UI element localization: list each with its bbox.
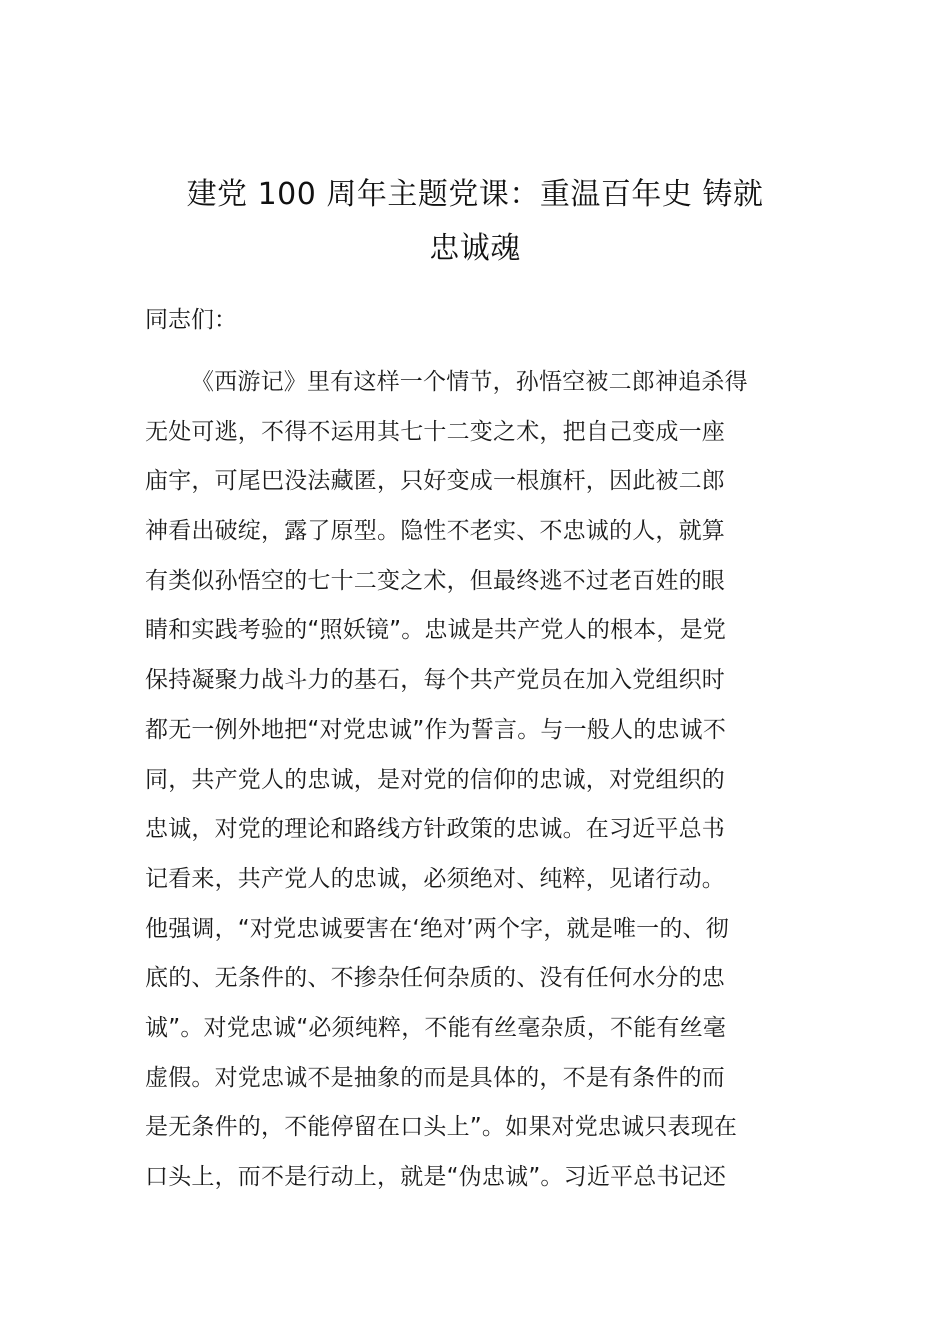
body-line: 忠诚，对党的理论和路线方针政策的忠诚。在习近平总书 <box>145 816 725 843</box>
body-line: 《西游记》里有这样一个情节，孙悟空被二郎神追杀得 <box>191 369 748 395</box>
body-line: 是无条件的，不能停留在口头上”。如果对党忠诚只表现在 <box>145 1114 738 1141</box>
body-line: 神看出破绽，露了原型。隐性不老实、不忠诚的人，就算 <box>145 518 725 545</box>
body-line: 都无一例外地把“对党忠诚”作为誓言。与一般人的忠诚不 <box>145 716 727 743</box>
body-line: 诚”。对党忠诚“必须纯粹，不能有丝毫杂质，不能有丝毫 <box>145 1014 727 1041</box>
body-line: 同，共产党人的忠诚，是对党的信仰的忠诚，对党组织的 <box>145 766 725 793</box>
body-line: 保持凝聚力战斗力的基石，每个共产党员在加入党组织时 <box>145 667 725 694</box>
document-title <box>140 168 810 276</box>
body-line: 有类似孙悟空的七十二变之术，但最终逃不过老百姓的眼 <box>145 567 725 594</box>
title-line-2: 忠诚魂 <box>429 231 521 266</box>
body-line: 他强调，“对党忠诚要害在‘绝对’两个字，就是唯一的、彻 <box>145 915 729 942</box>
body-line: 底的、无条件的、不掺杂任何杂质的、没有任何水分的忠 <box>145 965 725 992</box>
body-line: 口头上，而不是行动上，就是“伪忠诚”。习近平总书记还 <box>145 1164 727 1190</box>
title-line-1: 建党 100 周年主题党课：重温百年史 铸就 <box>186 177 764 212</box>
body-line: 庙宇，可尾巴没法藏匿，只好变成一根旗杆，因此被二郎 <box>145 468 725 495</box>
body-line: 虚假。对党忠诚不是抽象的而是具体的，不是有条件的而 <box>145 1064 725 1091</box>
body-line: 无处可逃，不得不运用其七十二变之术，把自己变成一座 <box>145 418 725 445</box>
body-paragraph <box>145 362 810 1207</box>
body-line: 记看来，共产党人的忠诚，必须绝对、纯粹，见诸行动。 <box>145 865 725 892</box>
salutation: 同志们： <box>145 307 237 333</box>
body-line: 睛和实践考验的“照妖镜”。忠诚是共产党人的根本，是党 <box>145 617 727 644</box>
